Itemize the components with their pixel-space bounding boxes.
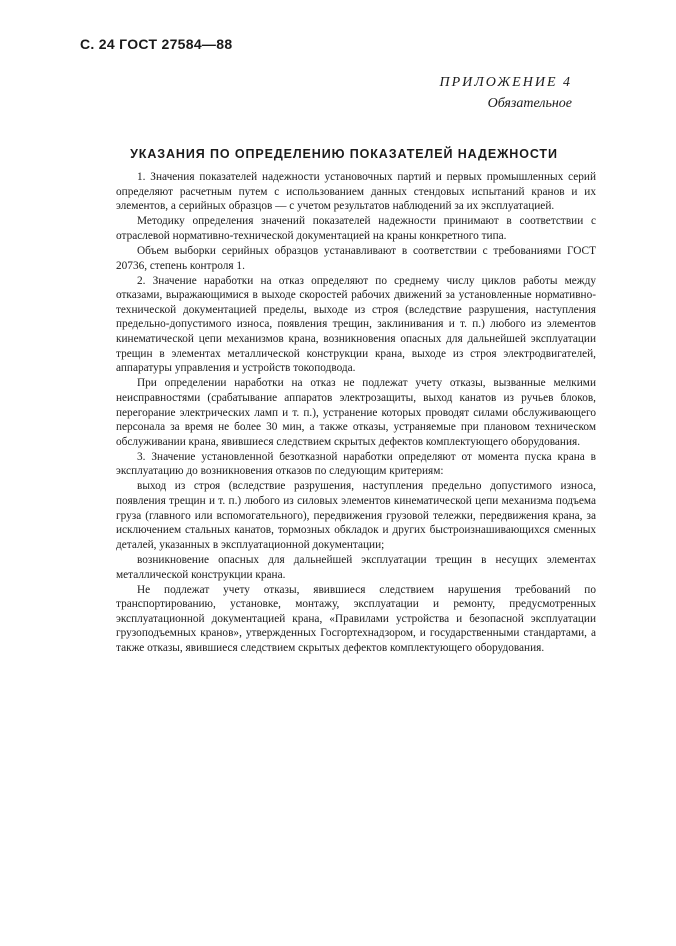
page-header: С. 24 ГОСТ 27584—88	[80, 36, 233, 52]
body-text	[116, 170, 596, 656]
appendix-status: Обязательное	[487, 96, 572, 111]
paragraph: При определении наработки на отказ не подлежат учету отказы, вызванные мелкими неисправностями (срабатывание аппаратов электрозащиты, выход канатов из ручьев блоков, перегорание электрических ламп и т. п.), устранение которых проводят силами обслуживающего персонала за время не более 30 мин, а также отказы, устраняемые при плановом техническом обслуживании крана, явившиеся следствием скрытых дефектов комплектующего оборудования.	[116, 377, 596, 448]
section-title: УКАЗАНИЯ ПО ОПРЕДЕЛЕНИЮ ПОКАЗАТЕЛЕЙ НАДЕЖНОСТИ	[130, 147, 558, 161]
paragraph: возникновение опасных для дальнейшей эксплуатации трещин в несущих элементах металлической конструкции крана.	[116, 553, 596, 581]
paragraph: Методику определения значений показателей надежности принимают в соответствии с отраслевой нормативно-технической документацией на краны конкретного типа.	[116, 215, 596, 242]
paragraph: 2. Значение наработки на отказ определяют по среднему числу циклов работы между отказами, выражающимися в выходе скоростей рабочих движений за установленные нормативно-технической документацией пределы, выходе из строя (вследствие разрушения, наступления предельно-допустимого износа, появления трещин, заклинивания и т. п.) любого из элементов кинематической цепи механизмов крана, возникновения опасных для дальнейшей эксплуатации трещин в элементах металлической конструкции крана, выходе из строя электродвигателей, аппаратуры управления и устройств токоподвода.	[116, 274, 596, 375]
appendix-label: ПРИЛОЖЕНИЕ 4	[439, 75, 572, 90]
paragraph: 3. Значение установленной безотказной наработки определяют от момента пуска крана в эксплуатацию до возникновения отказов по следующим критериям:	[116, 450, 596, 478]
appendix-block	[440, 72, 572, 114]
paragraph: Объем выборки серийных образцов устанавливают в соответствии с требованиями ГОСТ 20736, степень контроля 1.	[116, 244, 596, 272]
paragraph: выход из строя (вследствие разрушения, наступления предельно допустимого износа, появления трещин и т. п.) любого из силовых элементов кинематической цепи механизма подъема груза (главного или вспомогательного), передвижения грузовой тележки, передвижения крана, за исключением стальных канатов, тормозных обкладок и других быстроизнашивающихся сменных деталей, указанных в эксплуатационной документации;	[116, 480, 596, 551]
paragraph: 1. Значения показателей надежности установочных партий и первых промышленных серий определяют расчетным путем с использованием данных стендовых испытаний кранов и их элементов, а серийных образцов — с учетом результатов наблюдений за их эксплуатацией.	[116, 171, 596, 213]
paragraph: Не подлежат учету отказы, явившиеся следствием нарушения требований по транспортированию, установке, монтажу, эксплуатации и ремонту, предусмотренных эксплуатационной документацией крана, «Правилами устройства и безопасной эксплуатации грузоподъемных кранов», утвержденных Госгортехнадзором, и государственными стандартами, а также отказы, явившиеся следствием скрытых дефектов комплектующего оборудования.	[116, 583, 596, 654]
